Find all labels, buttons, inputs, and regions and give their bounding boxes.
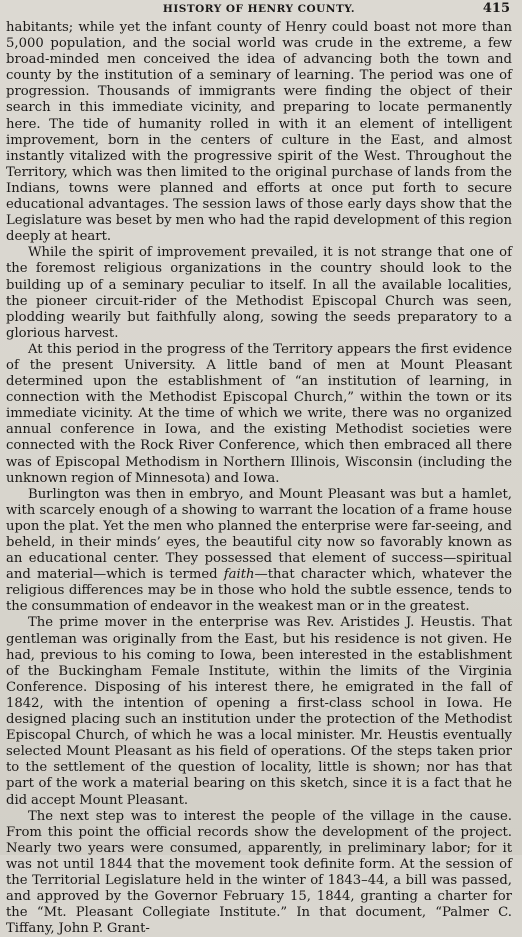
emphasized-word: faith (223, 567, 255, 583)
paragraph-prime-mover: The prime mover in the enterprise was Rev. Aristides J. Heustis. That gentleman was originally from the East, but his residence is not given. He had, previous to his coming to Iowa, been interested in the establishment of the Buckingham Female Institute, within the limits of the Virginia Conference. Disposing of his interest there, he emigrated in the fall of 1842, with the intention of opening a first-class school in Iowa. He designed placing such an institution under the protection of the Methodist Episcopal Church, of which he was a local minister. Mr. Heustis eventually selected Mount Pleasant as his field of operations. Of the steps taken prior to the settlement of the question of locality, little is shown; nor has that part of the work a material bearing on this sketch, since it is a fact that he did accept Mount Pleasant. (6, 615, 512, 808)
page-number: 415 (482, 1, 510, 16)
paragraph-burlington (6, 487, 512, 616)
paragraph-text: Burlington was then in embryo, and Mount Pleasant was but a hamlet, with scarcely enough of a showing to warrant the location of a frame house upon the plat. Yet the men who planned the enterprise were far-seeing, and beheld, in their minds’ eyes, the beautiful city now so favorably known as an educational center. They possessed that element of success—spiritual and material—which is termed (6, 486, 512, 583)
paragraph-next-step: The next step was to interest the people of the village in the cause. From this point the official records show the development of the project. Nearly two years were consumed, apparently, in preliminary labor; for it was not until 1844 that the movement took definite form. At the session of the Territorial Legislature held in the winter of 1843–44, a bill was passed, and approved by the Governor February 15, 1844, granting a charter for the “Mt. Pleasant Collegiate Institute.” In that document, “Palmer C. Tiffany, John P. Grant- (6, 808, 512, 937)
paragraph-continuation: habitants; while yet the infant county of Henry could boast not more than 5,000 population, and the social world was crude in the extreme, a few broad-minded men conceived the idea of advancing both the town and county by the institution of a seminary of learning. The period was one of progression. Thousands of immigrants were finding the object of their search in this immediate vicinity, and preparing to locate permanently here. The tide of humanity rolled in with it an element of intelligent improvement, born in the centers of culture in the East, and almost instantly vitalized with the progressive spirit of the West. Throughout the Territory, which was then limited to the original purchase of lands from the Indians, towns were planned and efforts at once put forth to secure educational advantages. The session laws of those early days show that the Legislature was beset by men who had the rapid development of this region deeply at heart. (6, 20, 512, 245)
body-text (6, 20, 512, 937)
page-header (6, 0, 512, 20)
paragraph-spirit-of-improvement: While the spirit of improvement prevailed, it is not strange that one of the foremost religious organizations in the country should look to the building up of a seminary peculiar to itself. In all the available localities, the pioneer circuit-rider of the Methodist Episcopal Church was seen, plodding wearily but faithfully along, sowing the seeds preparatory to a glorious harvest. (6, 245, 512, 341)
running-head: HISTORY OF HENRY COUNTY. (162, 3, 356, 15)
paragraph-text: —that character which, whatever the religious differences may be in those who hold the subtle essence, tends to the consummation of endeavor in the weakest man or in the greatest. (6, 567, 512, 615)
paragraph-first-evidence: At this period in the progress of the Territory appears the first evidence of the present University. A little band of men at Mount Pleasant determined upon the establishment of “an institution of learning, in connection with the Methodist Episcopal Church,” within the town or its immediate vicinity. At the time of which we write, there was no organized annual conference in Iowa, and the existing Methodist societies were connected with the Rock River Conference, which then embraced all there was of Episcopal Methodism in Northern Illinois, Wisconsin (including the unknown region of Minnesota) and Iowa. (6, 341, 512, 486)
